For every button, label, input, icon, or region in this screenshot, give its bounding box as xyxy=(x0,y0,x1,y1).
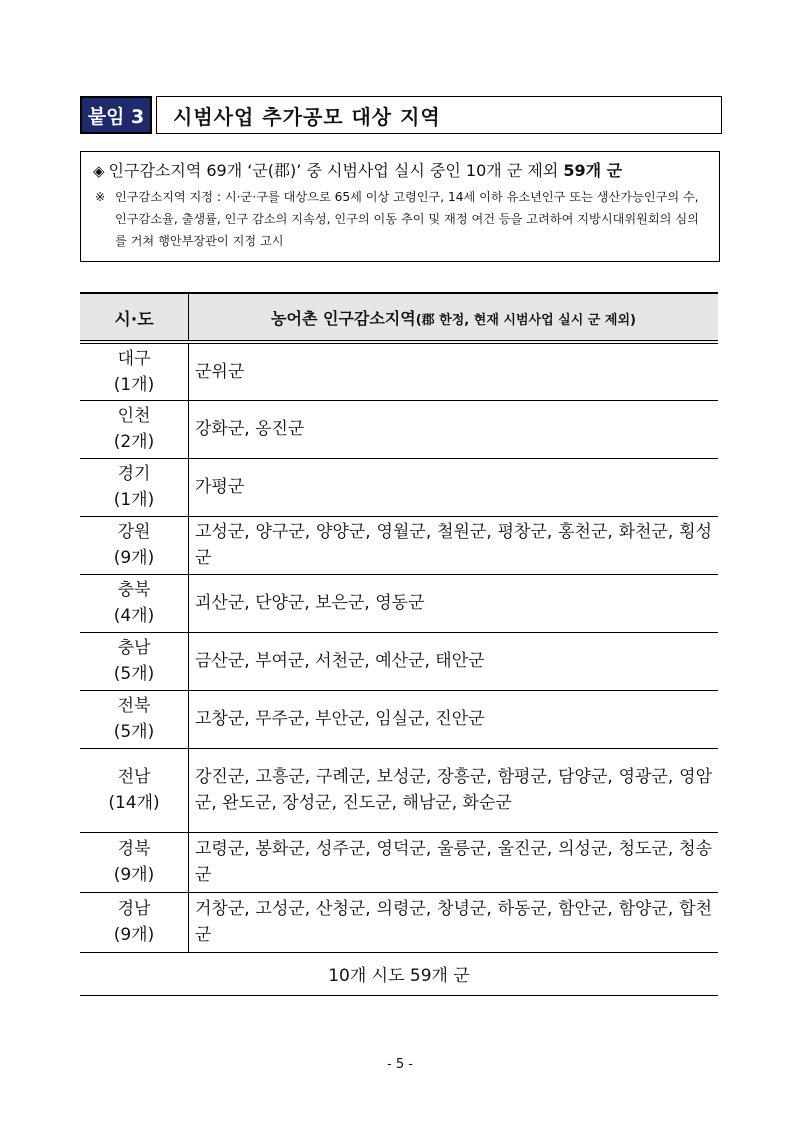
region-name: 경기 xyxy=(117,464,151,484)
region-cell xyxy=(80,690,189,748)
region-cell xyxy=(80,516,189,574)
areas-cell: 강진군, 고흥군, 구례군, 보성군, 장흥군, 함평군, 담양군, 영광군, 영암군, 완도군, 장성군, 진도군, 해남군, 화순군 xyxy=(189,748,719,832)
table-row xyxy=(80,516,718,574)
header-region: 시·도 xyxy=(80,293,189,342)
region-name: 대구 xyxy=(117,348,151,369)
areas-cell: 강화군, 옹진군 xyxy=(189,400,719,458)
diamond-bullet-icon: ◈ xyxy=(93,162,105,180)
region-count: (1개) xyxy=(113,374,155,395)
region-count: (14개) xyxy=(108,793,160,813)
header-areas xyxy=(189,293,719,342)
region-count: (5개) xyxy=(113,722,155,742)
table-header-row xyxy=(80,293,718,342)
notice-main xyxy=(93,160,709,182)
areas-cell: 가평군 xyxy=(189,458,719,516)
region-count: (9개) xyxy=(113,865,155,885)
areas-cell: 거창군, 고성군, 산청군, 의령군, 창녕군, 하동군, 함안군, 함양군, 합천군 xyxy=(189,892,719,952)
total-row xyxy=(80,952,718,995)
notice-box xyxy=(80,151,720,262)
region-name: 충북 xyxy=(117,580,151,600)
table-row xyxy=(80,400,718,458)
region-count: (1개) xyxy=(113,490,155,510)
region-cell xyxy=(80,748,189,832)
region-name: 인천 xyxy=(117,406,151,426)
region-cell xyxy=(80,632,189,690)
region-cell xyxy=(80,400,189,458)
table-row xyxy=(80,748,718,832)
region-name: 충남 xyxy=(117,638,151,658)
notice-main-text: 인구감소지역 69개 ‘군(郡)’ 중 시범사업 실시 중인 10개 군 제외 xyxy=(108,161,564,180)
areas-cell: 고령군, 봉화군, 성주군, 영덕군, 울릉군, 울진군, 의성군, 청도군, 청송군 xyxy=(189,832,719,892)
region-cell xyxy=(80,832,189,892)
region-count: (2개) xyxy=(113,432,155,452)
region-count: (4개) xyxy=(113,606,155,626)
region-table xyxy=(80,292,718,996)
region-name: 경남 xyxy=(117,899,151,919)
region-cell xyxy=(80,342,189,400)
notice-note xyxy=(93,186,709,252)
notice-note-text: 인구감소지역 지정 : 시·군·구를 대상으로 65세 이상 고령인구, 14세 이하 유소년인구 또는 생산가능인구의 수, 인구감소율, 출생률, 인구 감소의 지속성, 인구의 이동 추이 및 재정 여건 등을 고려하여 지방시대위원회의 심의를 거쳐 행안부장관이 지정 고시 xyxy=(115,190,699,248)
region-count: (5개) xyxy=(113,664,155,684)
region-count: (9개) xyxy=(113,548,155,568)
header-areas-sub: (郡 한정, 현재 시범사업 실시 군 제외) xyxy=(415,312,636,328)
section-title xyxy=(80,96,722,134)
areas-cell: 금산군, 부여군, 서천군, 예산군, 태안군 xyxy=(189,632,719,690)
reference-mark: ※ xyxy=(95,190,106,204)
areas-cell: 고창군, 무주군, 부안군, 임실군, 진안군 xyxy=(189,690,719,748)
region-name: 전남 xyxy=(117,767,151,787)
header-areas-main: 농어촌 인구감소지역 xyxy=(271,308,416,328)
areas-cell: 군위군 xyxy=(189,342,719,400)
page-title: 시범사업 추가공모 대상 지역 xyxy=(156,96,722,134)
region-cell xyxy=(80,574,189,632)
region-count: (9개) xyxy=(113,925,155,945)
region-name: 경북 xyxy=(117,839,151,859)
areas-cell: 괴산군, 단양군, 보은군, 영동군 xyxy=(189,574,719,632)
table-row xyxy=(80,342,718,400)
table-row xyxy=(80,632,718,690)
region-name: 강원 xyxy=(117,522,151,542)
attachment-badge: 붙임 3 xyxy=(80,96,152,134)
region-cell xyxy=(80,892,189,952)
notice-main-bold: 59개 군 xyxy=(563,161,623,180)
page-number: - 5 - xyxy=(387,1057,413,1072)
table-row xyxy=(80,832,718,892)
total-cell: 10개 시도 59개 군 xyxy=(80,952,718,995)
table-row xyxy=(80,458,718,516)
region-cell xyxy=(80,458,189,516)
areas-cell: 고성군, 양구군, 양양군, 영월군, 철원군, 평창군, 홍천군, 화천군, 횡성군 xyxy=(189,516,719,574)
table-row xyxy=(80,892,718,952)
table-row xyxy=(80,690,718,748)
table-row xyxy=(80,574,718,632)
region-name: 전북 xyxy=(117,696,151,716)
